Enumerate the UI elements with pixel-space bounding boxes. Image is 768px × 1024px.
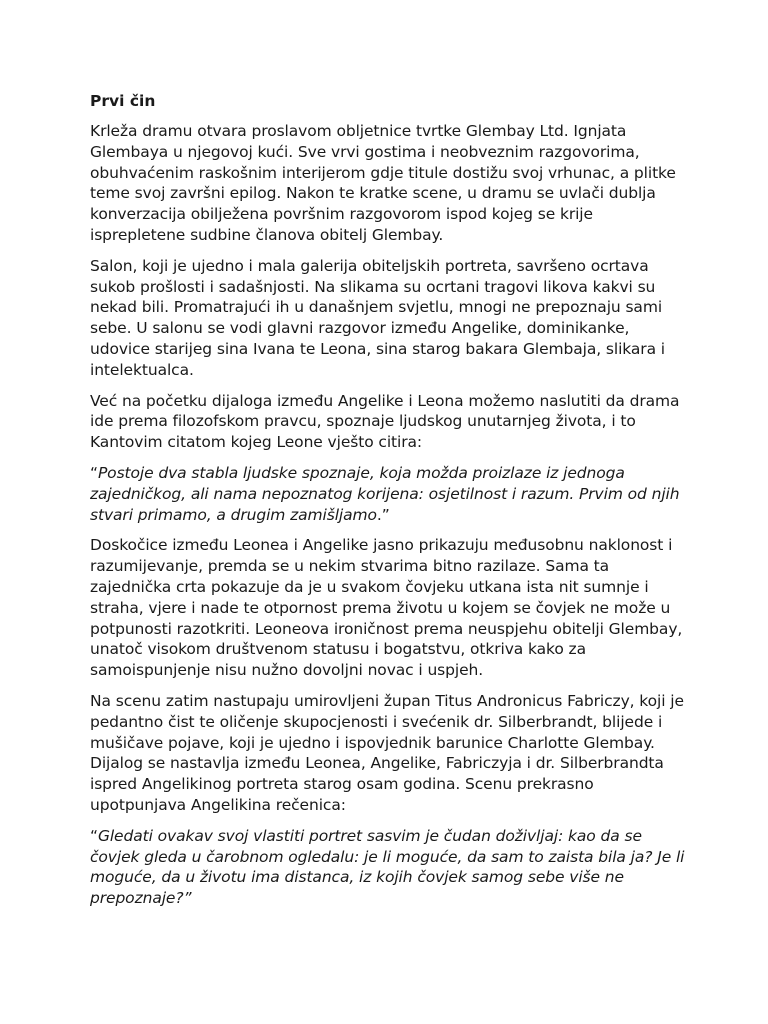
paragraph-dialogue: Već na početku dijaloga između Angelike i Leona možemo naslutiti da drama ide prema filozofskom pravcu, spoznaje ljudskog unutarnjeg života, i to Kantovim citatom kojeg Leone vješto citira: xyxy=(90,391,680,452)
paragraph-intro: Krleža dramu otvara proslavom obljetnice tvrtke Glembay Ltd. Ignjata Glembaya u njegovoj kući. Sve vrvi gostima i neobveznim razgovorima, obuhvaćenim raskošnim interijerom gdje titule dostižu svoj vrhunac, a plitke teme svoj završni epilog. Nakon te kratke scene, u dramu se uvlači dublja konverzacija obilježena površnim razgovorom ispod kojeg se krije isprepletene sudbine članova obitelj Glembay. xyxy=(90,122,676,244)
quote-open-mark: “ xyxy=(90,463,98,482)
quote-angelika-text: Gledati ovakav svoj vlastiti portret sasvim je čudan doživljaj: kao da se čovjek gleda u čarobnom ogledalu: je li moguće, da sam to zaista bila ja? Je li moguće, da u životu ima distanca, iz kojih čovjek samog sebe više ne prepoznaje?” xyxy=(90,826,685,908)
quote-angelika xyxy=(90,826,690,909)
quote-close-mark: .” xyxy=(376,505,390,524)
paragraph-salon: Salon, koji je ujedno i mala galerija obiteljskih portreta, savršeno ocrtava sukob prošlosti i sadašnjosti. Na slikama su ocrtani tragovi likova kakvi su nekad bili. Promatrajući ih u današnjem svjetlu, mnogi ne prepoznaju sami sebe. U salonu se vodi glavni razgovor između Angelike, dominikanke, udovice starijeg sina Ivana te Leona, sina starog bakara Glembaja, slikara i intelektualca. xyxy=(90,256,666,379)
quote-open-mark: “ xyxy=(90,826,98,845)
document-page xyxy=(90,91,690,919)
section-heading: Prvi čin xyxy=(90,92,156,110)
quote-kant xyxy=(90,463,690,525)
quote-kant-text: Postoje dva stabla ljudske spoznaje, koja možda proizlaze iz jednoga zajedničkog, ali nama nepoznatog korijena: osjetilnost i razum. Prvim od njih stvari primamo, a drugim zamišljamo xyxy=(90,463,680,524)
paragraph-doskocice: Doskočice između Leonea i Angelike jasno prikazuju međusobnu naklonost i razumijevanje, premda se u nekim stvarima bitno razilaze. Sama ta zajednička crta pokazuje da je u svakom čovjeku utkana ista nit sumnje i straha, vjere i nade te otpornost prema životu u kojem se čovjek ne može u potpunosti razotkriti. Leoneova ironičnost prema neuspjehu obitelji Glembay, unatoč visokom društvenom statusu i bogatstvu, otkriva kako za samoispunjenje nisu nužno dovoljni novac i uspjeh. xyxy=(90,536,683,680)
paragraph-fabriczy: Na scenu zatim nastupaju umirovljeni župan Titus Andronicus Fabriczy, koji je pedantno čist te oličenje skupocjenosti i svećenik dr. Silberbrandt, blijede i mušičave pojave, koji je ujedno i ispovjednik barunice Charlotte Glembay. Dijalog se nastavlja između Leonea, Angelike, Fabriczyja i dr. Silberbrandta ispred Angelikinog portreta starog osam godina. Scenu prekrasno upotpunjava Angelikina rečenica: xyxy=(90,691,684,814)
